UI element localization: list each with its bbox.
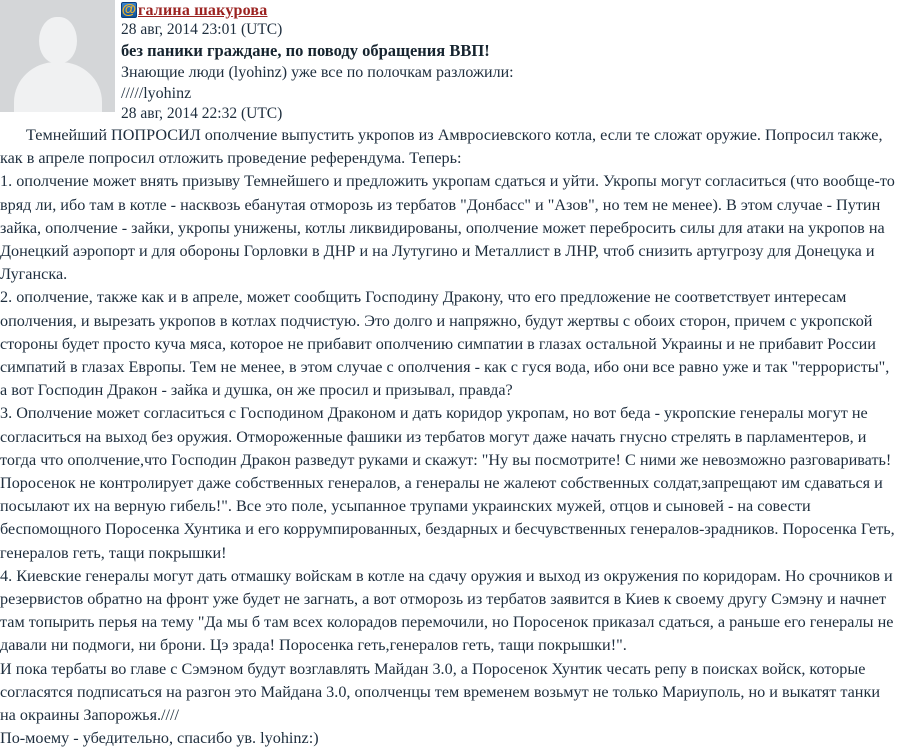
avatar[interactable] [0,0,115,112]
timestamp-primary: 28 авг, 2014 23:01 (UTC) [121,21,283,38]
avatar-silhouette-body [14,62,102,112]
post-paragraph: 1. ополчение может внять призыву Темнейшего и предложить укропам сдаться и уйти. Укропы могут согласиться (что вообще-то вряд ли, ибо там в котле - насквозь ебанутая отморозь из тербатов "Донбасс" и "Азов", но тем не менее). В этом случае - Путин зайка, ополчение - зайки, укропы унижены, котлы ликвидированы, ополчение может перебросить силы для атаки на укропов на Донецкий аэропорт и для обороны Горловки в ДНР и на Лутугино и Металлист в ЛНР, чтоб снизить артугрозу для Донецука и Луганска. [0,172,895,284]
intro-line: Знающие люди (lyohinz) уже все по полочкам разложили: [121,64,514,81]
post-title: без паники граждане, по поводу обращения ВВП! [121,41,490,60]
post-paragraph: 2. ополчение, также как и в апреле, может сообщить Господину Дракону, что его предложение не соответствует интересам ополчения, и вырезать укропов в котлах подчистую. Это долго и напряжно, будут жертвы с обоих сторон, причем с укропской стороны будет просто куча мяса, которое не прибавит ополчению симпатии в глазах остальной Украины и не прибавит России симпатий в глазах Европы. Тем не менее, в этом случае с ополчения - как с гуся вода, ибо они все равно уже и так "террористы", а вот Господин Дракон - зайка и душка, он же просил и призывал, правда? [0,288,890,400]
post-paragraph: По-моему - убедительно, спасибо ув. lyohinz:) [0,729,319,748]
post-paragraph: И пока тербаты во главе с Сэмэном будут возглавлять Майдан 3.0, а Поросенок Хунтик чесать репу в поисках войск, которые согласятся подписаться на разгон это Майдана 3.0, ополченцы тем временем возьмут не только Мариуполь, но и выкатят танки на окраины Запорожья.//// [0,659,880,725]
username-link[interactable]: галина шакурова [138,2,268,19]
post-paragraph: Темнейший ПОПРОСИЛ ополчение выпустить укропов из Амвросиевского котла, если те сложат оружие. Попросил также, как в апреле попросил отложить проведение референдума. Теперь: [0,126,883,168]
post-body [0,124,900,750]
post-paragraph: 4. Киевские генералы могут дать отмашку войскам в котле на сдачу оружия и выход из окружения по коридорам. Но срочников и резервистов обратно на фронт уже будет не загнать, а вот отморозь из тербатов заявится в Киев к своему другу Сэмэну и начнет там топырить перья на тему "Да мы б там всех колорадов перемочили, но Поросенок приказал сдаться, а раньше его генералы не давали ни подмоги, ни брони. Цэ зрада! Поросенка геть,генералов геть, тащи покрышки!". [0,566,894,655]
post-paragraph: 3. Ополчение может согласиться с Господином Драконом и дать коридор укропам, но вот беда - укропские генералы могут не согласиться на выход без оружия. Отмороженные фашики из тербатов могут даже начать гнусно стрелять в парламентеров, и тогда что ополчение,что Господин Дракон разведут руками и скажут: "Ну вы посмотрите! С ними же невозможно разговаривать! Поросенок не контролирует даже собственных генералов, а генералы не жалеют собственных солдат,запрещают им сдаваться и посылают их на верную гибель!". Все это поле, усыпанное трупами украинских мужей, отцов и сыновей - на совести беспомощного Поросенка Хунтика и его коррумпированных, бездарных и бесчувственных генералов-зрадников. Поросенка Геть, генералов геть, тащи покрышки! [0,404,895,562]
timestamp-secondary: 28 авг, 2014 22:32 (UTC) [121,105,283,122]
user-line [0,1,900,20]
post-header [0,0,900,124]
avatar-silhouette-head [39,17,77,63]
lj-userhead-at-icon [121,2,137,18]
separator-line: /////lyohinz [121,85,192,102]
